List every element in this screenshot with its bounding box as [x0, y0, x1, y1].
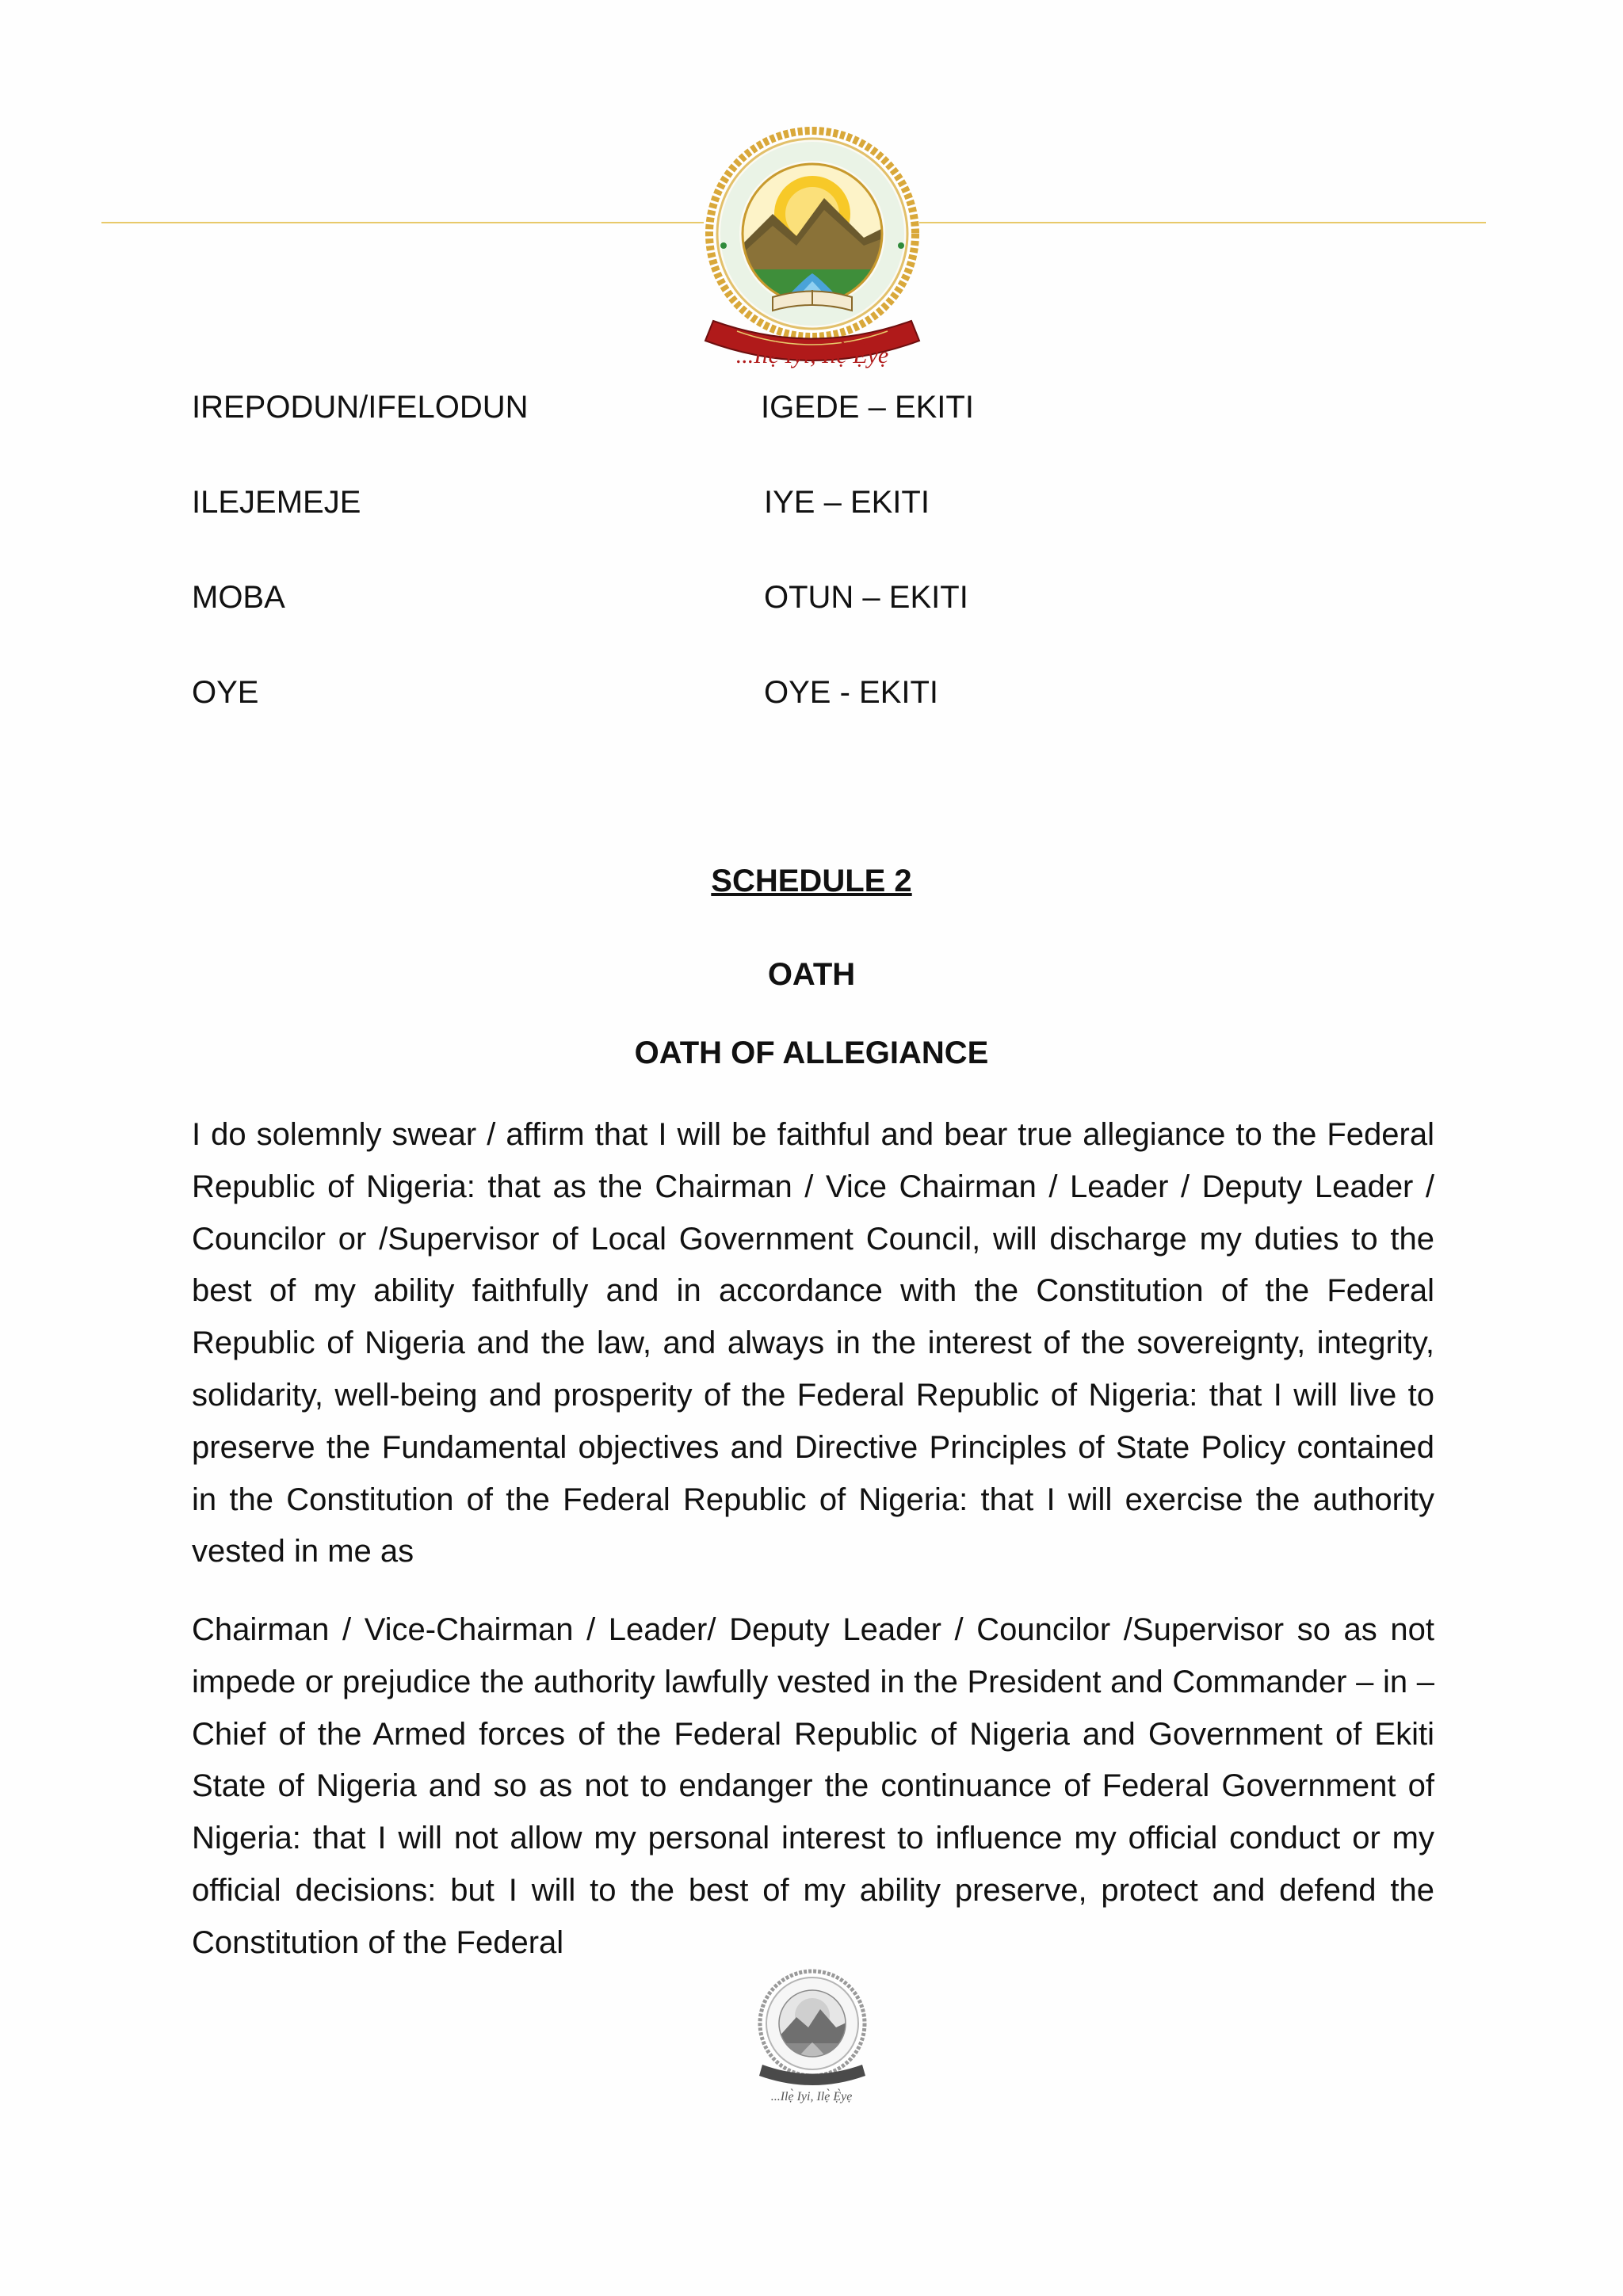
header-rule-right: [919, 222, 1486, 223]
footer-crest-logo: [753, 1968, 872, 2095]
lga-row: [192, 673, 1460, 769]
lga-name: MOBA: [192, 580, 285, 615]
ekiti-state-crest-logo: [697, 119, 927, 380]
oath-title: OATH: [767, 957, 856, 992]
lga-row: [192, 578, 1460, 673]
header-motto: ...Ilẹ̀ Iyi, Ilẹ̀ Ẹ̀yẹ: [735, 342, 889, 368]
lga-name: ILEJEMEJE: [192, 485, 361, 520]
lga-name: IREPODUN/IFELODUN: [192, 390, 529, 425]
lga-headquarters-list: [192, 388, 1460, 769]
oath-of-allegiance-heading: OATH OF ALLEGIANCE: [634, 1035, 989, 1070]
lga-headquarters: OTUN – EKITI: [764, 580, 968, 615]
lga-headquarters: OYE - EKITI: [764, 675, 939, 710]
lga-row: [192, 483, 1460, 578]
schedule-title: SCHEDULE 2: [711, 864, 912, 898]
lga-name: OYE: [192, 675, 259, 710]
header-rule-left: [101, 222, 704, 223]
lga-headquarters: IGEDE – EKITI: [761, 390, 974, 425]
footer-motto: ...Ilẹ̀ Iyi, Ilẹ̀ Ẹ̀yẹ: [770, 2090, 853, 2103]
oath-paragraph: I do solemnly swear / affirm that I will be faithful and bear true allegiance to the Federal Republic of Nigeria: that as the Chairman / Vice Chairman / Leader / Deputy Leader / Councilor or /Supervisor of Local Government Council, will discharge my duties to the best of my ability faithfully and in accordance with the Constitution of the Federal Republic of Nigeria and the law, and always in the interest of the sovereignty, integrity, solidarity, well-being and prosperity of the Federal Republic of Nigeria: that I will live to preserve the Fundamental objectives and Directive Principles of State Policy contained in the Constitution of the Federal Republic of Nigeria: that I will exercise the authority vested in me as: [192, 1117, 1434, 1569]
oath-paragraph: Chairman / Vice-Chairman / Leader/ Deputy Leader / Councilor /Supervisor so as not impede or prejudice the authority lawfully vested in the President and Commander – in – Chief of the Armed forces of the Federal Republic of Nigeria and Government of Ekiti State of Nigeria and so as not to endanger the continuance of Federal Government of Nigeria: that I will not allow my personal interest to influence my official conduct or my official decisions: but I will to the best of my ability preserve, protect and defend the Constitution of the Federal: [192, 1612, 1434, 1960]
lga-row: [192, 388, 1460, 483]
lga-headquarters: IYE – EKITI: [764, 485, 930, 520]
